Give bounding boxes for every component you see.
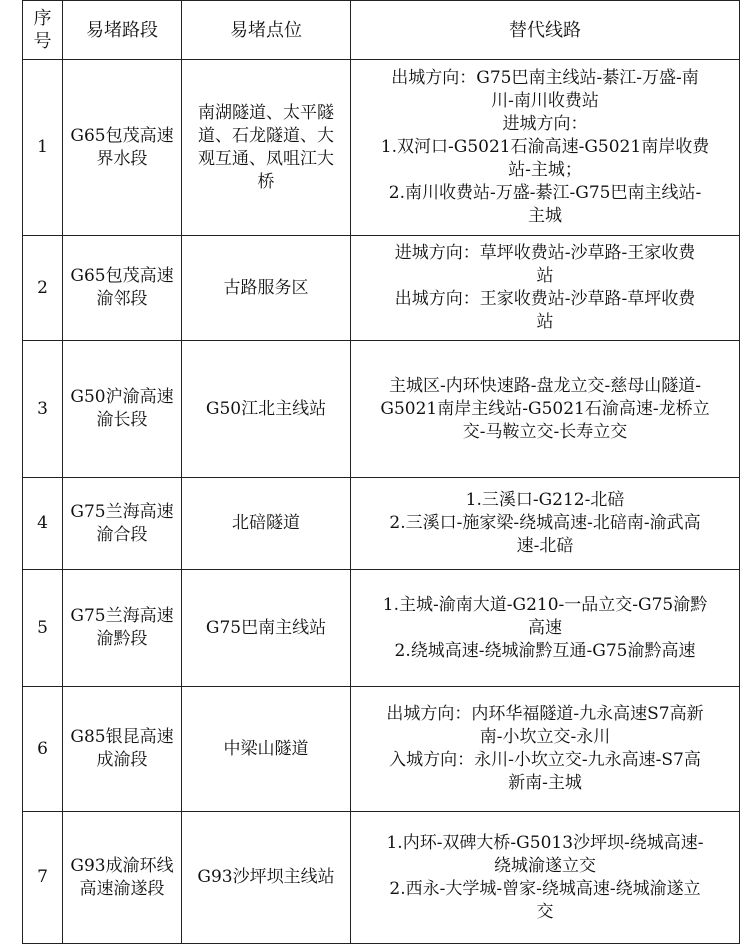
row-spot: 中梁山隧道 [182,687,351,812]
row-segment: G65包茂高速 渝邻段 [63,236,182,341]
row-route: 1.三溪口-G212-北碚 2.三溪口-施家梁-绕城高速-北碚南-渝武高 速-北碚 [351,478,740,570]
row-segment: G75兰海高速 渝黔段 [63,570,182,687]
row-route: 出城方向：G75巴南主线站-綦江-万盛-南 川-南川收费站 进城方向： 1.双河口-G5021石渝高速-G5021南岸收费 站-主城； 2.南川收费站-万盛-綦江-G75巴南主线站- 主城 [351,60,740,236]
table-row [23,478,740,570]
row-index: 6 [23,687,63,812]
row-index: 5 [23,570,63,687]
row-spot: G50江北主线站 [182,341,351,478]
row-spot: 北碚隧道 [182,478,351,570]
row-segment: G85银昆高速 成渝段 [63,687,182,812]
table-row [23,236,740,341]
header-route: 替代线路 [351,1,740,60]
traffic-table [22,0,740,944]
row-route: 进城方向：草坪收费站-沙草路-王家收费 站 出城方向：王家收费站-沙草路-草坪收费 站 [351,236,740,341]
table-row [23,687,740,812]
header-segment: 易堵路段 [63,1,182,60]
header-spot: 易堵点位 [182,1,351,60]
row-index: 4 [23,478,63,570]
row-index: 7 [23,812,63,944]
row-route: 出城方向：内环华福隧道-九永高速S7高新 南-小坎立交-永川 入城方向：永川-小坎立交-九永高速-S7高 新南-主城 [351,687,740,812]
row-segment: G75兰海高速 渝合段 [63,478,182,570]
table-row [23,570,740,687]
row-index: 1 [23,60,63,236]
row-segment: G50沪渝高速 渝长段 [63,341,182,478]
row-spot: 古路服务区 [182,236,351,341]
row-index: 3 [23,341,63,478]
row-spot: G75巴南主线站 [182,570,351,687]
row-index: 2 [23,236,63,341]
row-segment: G65包茂高速 界水段 [63,60,182,236]
header-row [23,1,740,60]
row-route: 1.主城-渝南大道-G210-一品立交-G75渝黔 高速 2.绕城高速-绕城渝黔互通-G75渝黔高速 [351,570,740,687]
row-segment: G93成渝环线 高速渝遂段 [63,812,182,944]
table-row [23,812,740,944]
table-row [23,60,740,236]
row-spot: 南湖隧道、太平隧 道、石龙隧道、大 观互通、凤咀江大 桥 [182,60,351,236]
row-route: 主城区-内环快速路-盘龙立交-慈母山隧道- G5021南岸主线站-G5021石渝高速-龙桥立 交-马鞍立交-长寿立交 [351,341,740,478]
row-spot: G93沙坪坝主线站 [182,812,351,944]
header-index: 序 号 [23,1,63,60]
table-row [23,341,740,478]
row-route: 1.内环-双碑大桥-G5013沙坪坝-绕城高速- 绕城渝遂立交 2.西永-大学城-曾家-绕城高速-绕城渝遂立 交 [351,812,740,944]
